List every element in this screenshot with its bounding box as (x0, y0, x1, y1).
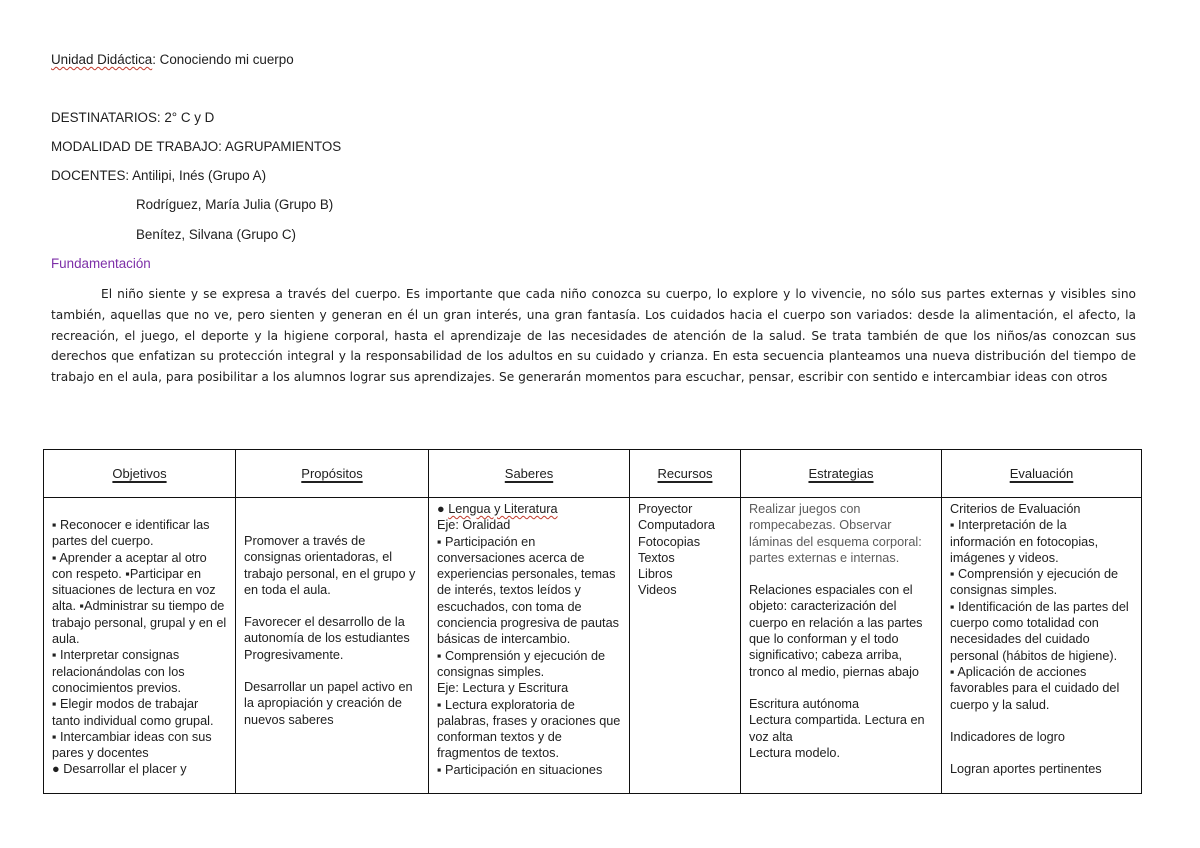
evaluacion-item: ▪ Aplicación de acciones favorables para el cuidado del cuerpo y la salud. (950, 664, 1120, 712)
saber-item: Eje: Lectura y Escritura (437, 681, 569, 696)
header-estrategias: Estrategias (741, 450, 942, 498)
cell-estrategias (741, 498, 942, 794)
planning-table (43, 449, 1142, 794)
evaluacion-item: ▪ Interpretación de la información en fotocopias, imágenes y videos. (950, 518, 1099, 565)
modalidad: MODALIDAD DE TRABAJO: AGRUPAMIENTOS (51, 139, 342, 154)
unit-label: Unidad Didáctica (51, 52, 153, 67)
objetivo-item: ▪ Intercambiar ideas con sus pares y docentes (52, 729, 212, 761)
docentes: DOCENTES: Antilipi, Inés (Grupo A) (51, 168, 267, 183)
saber-item: ▪ Participación en conversaciones acerca de experiencias personales, temas de interés, textos leídos y escuchados, con toma de conciencia progresiva de pautas básicas de intercambio. (437, 534, 619, 647)
fundamentacion-body: El niño siente y se expresa a través del cuerpo. Es importante que cada niño conozca su cuerpo, lo explore y lo vivencie, no sólo sus partes externas y visibles sino también, aquellas que no ve, pero sienten y generan en él un gran interés, una gran fantasía. Los cuidados hacia el cuerpo son variados: desde la alimentación, el afecto, la recreación, el juego, el deporte y la higiene corporal, hasta el aprendizaje de las necesidades de atención de la salud. Se trata también de que los niños/as conozcan sus derechos que enfatizan su protección integral y la responsabilidad de los adultos en su cuidado y crianza. En esta secuencia planteamos una nueva distribución del tiempo de trabajo en el aula, para posibilitar a los alumnos lograr sus aprendizajes. Se generarán momentos para escuchar, pensar, escribir con sentido e intercambiar ideas con otros (51, 287, 1136, 385)
evaluacion-item: ▪ Identificación de las partes del cuerpo como totalidad con necesidades del cuidado personal (hábitos de higiene). (950, 599, 1129, 663)
cell-objetivos (44, 498, 236, 794)
estrategia-item: Relaciones espaciales con el objeto: caracterización del cuerpo en relación a las partes que lo conforman y el todo significativo; cabeza arriba, tronco al medio, piernas abajo (749, 583, 923, 679)
saber-item: ▪ Comprensión y ejecución de consignas simples. (437, 648, 606, 679)
estrategia-item: Lectura modelo. (749, 745, 840, 760)
cell-evaluacion (942, 498, 1142, 794)
estrategia-item: Lectura compartida. Lectura en voz alta (749, 713, 925, 744)
unit-title (51, 52, 294, 67)
header-objetivos: Objetivos (44, 450, 236, 498)
recurso-item: Videos (638, 583, 677, 598)
objetivo-item: ▪ Aprender a aceptar al otro con respeto. ▪Participar en situaciones de lectura en voz alta. ▪Administrar su tiempo de trabajo personal, grupal y en el aula. (52, 550, 227, 647)
docente-2: Rodríguez, María Julia (Grupo B) (136, 197, 334, 212)
saber-item: ▪ Lectura exploratoria de palabras, frases y oraciones que conforman textos y de fragmentos de textos. (437, 697, 621, 761)
cell-propositos (236, 498, 429, 794)
cell-saberes (429, 498, 630, 794)
unit-value: : Conociendo mi cuerpo (152, 52, 294, 67)
saber-item: Eje: Oralidad (437, 518, 511, 533)
header-recursos: Recursos (630, 450, 741, 498)
saberes-area: ● Lengua y Literatura (437, 502, 558, 516)
fundamentacion-title: Fundamentación (51, 256, 151, 271)
estrategia-item: Realizar juegos con rompecabezas. Observar láminas del esquema corporal: partes externas e internas. (749, 502, 922, 565)
proposito-item: Desarrollar un papel activo en la apropiación y creación de nuevos saberes (244, 680, 413, 727)
header-saberes: Saberes (429, 450, 630, 498)
objetivo-item: ● Desarrollar el placer y (52, 762, 187, 777)
objetivo-item: ▪ Elegir modos de trabajar tanto individual como grupal. (52, 697, 214, 728)
objetivo-item: ▪ Interpretar consignas relacionándolas con los conocimientos previos. (52, 648, 185, 695)
recurso-item: Fotocopias (638, 534, 701, 549)
saberes-area-label: Lengua y Literatura (448, 502, 558, 516)
table-row (44, 498, 1142, 794)
header-propositos: Propósitos (236, 450, 429, 498)
recurso-item: Textos (638, 550, 675, 565)
docente-3: Benítez, Silvana (Grupo C) (136, 227, 297, 242)
cell-recursos (630, 498, 741, 794)
table-header-row (44, 450, 1142, 498)
saber-item: ▪ Participación en situaciones (437, 762, 603, 777)
proposito-item: Promover a través de consignas orientadoras, el trabajo personal, en el grupo y en toda el aula. (244, 534, 416, 597)
evaluacion-item: Criterios de Evaluación (950, 502, 1081, 516)
estrategia-item: Escritura autónoma (749, 696, 860, 711)
destinatarios: DESTINATARIOS: 2° C y D (51, 110, 215, 125)
evaluacion-item: Indicadores de logro (950, 729, 1065, 744)
header-evaluacion: Evaluación (942, 450, 1142, 498)
objetivo-item: ▪ Reconocer e identificar las partes del cuerpo. (52, 518, 210, 549)
evaluacion-item: Logran aportes pertinentes (950, 762, 1102, 777)
recurso-item: Computadora (638, 518, 715, 533)
evaluacion-item: ▪ Comprensión y ejecución de consignas simples. (950, 567, 1119, 598)
proposito-item: Favorecer el desarrollo de la autonomía de los estudiantes Progresivamente. (244, 615, 410, 662)
recurso-item: Libros (638, 567, 673, 582)
recurso-item: Proyector (638, 502, 693, 516)
